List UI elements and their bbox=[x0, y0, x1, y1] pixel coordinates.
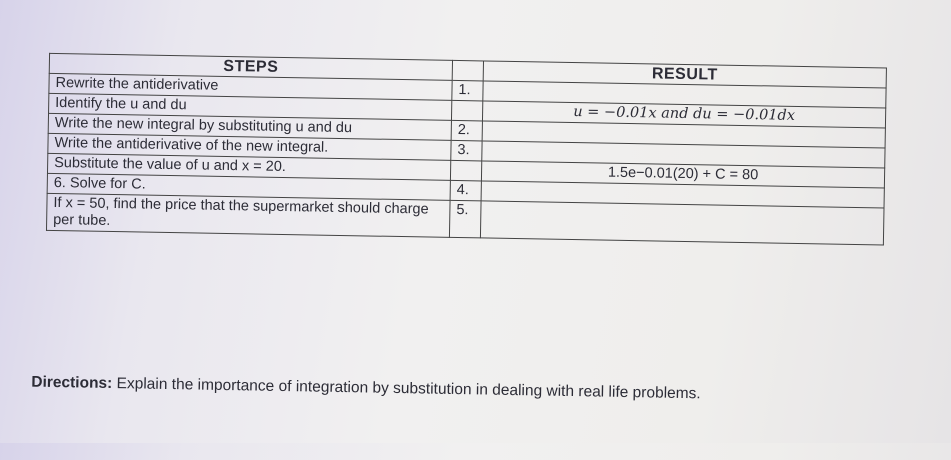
directions-label: Directions: bbox=[31, 373, 113, 393]
result-header: RESULT bbox=[483, 61, 886, 88]
number-cell: 5. bbox=[449, 200, 481, 238]
number-cell: 1. bbox=[452, 80, 483, 101]
step-cell: Rewrite the antiderivative bbox=[49, 73, 452, 100]
step-cell: Write the new integral by substituting u and du bbox=[48, 113, 451, 140]
steps-header: STEPS bbox=[49, 53, 452, 80]
step-cell: 6. Solve for C. bbox=[47, 173, 450, 200]
result-cell: u = −0.01x and du = −0.01dx bbox=[482, 101, 885, 128]
step-cell: Identify the u and du bbox=[49, 93, 452, 120]
directions-paragraph bbox=[31, 373, 911, 408]
number-cell bbox=[451, 100, 482, 121]
step-cell: If x = 50, find the price that the supermarket should charge per tube. bbox=[46, 193, 450, 237]
result-cell: 1.5e−0.01(20) + C = 80 bbox=[481, 161, 884, 188]
result-cell bbox=[480, 201, 884, 245]
step-cell: Substitute the value of u and x = 20. bbox=[47, 153, 450, 180]
number-cell: 3. bbox=[451, 140, 482, 161]
directions-text: Explain the importance of integration by substitution in dealing with real life problems. bbox=[116, 375, 701, 403]
steps-table bbox=[46, 53, 887, 246]
number-cell: 2. bbox=[451, 120, 482, 141]
number-cell bbox=[450, 160, 481, 181]
number-header bbox=[452, 60, 483, 81]
number-cell: 4. bbox=[450, 180, 481, 201]
step-cell: Write the antiderivative of the new integral. bbox=[48, 133, 451, 160]
